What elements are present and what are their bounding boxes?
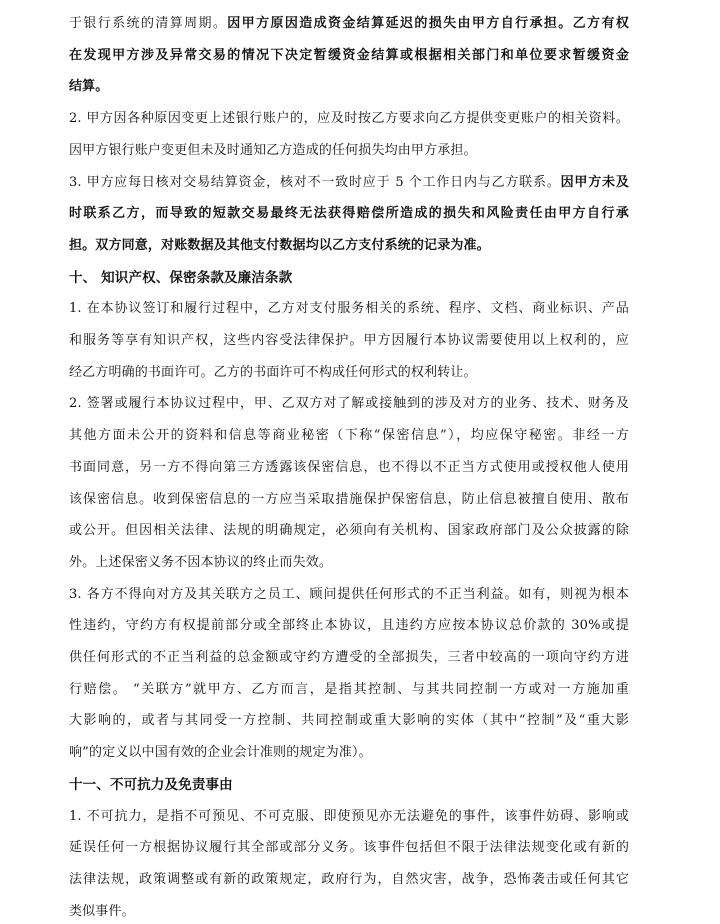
text-line (69, 107, 629, 131)
text-line (69, 12, 629, 36)
text-segment: 因甲方银行账户变更但未及时通知乙方造成的任何损失均由甲方承担。 (69, 142, 477, 158)
text-segment: 1. 在本协议签订和履行过程中，乙方对支付服务相关的系统、程序、文档、商业标识、产品 (69, 301, 629, 317)
text-segment: 1. 不可抗力，是指不可预见、不可克服、即使预见亦无法避免的事件，该事件妨碍、影响或 (69, 808, 629, 824)
bold-text-segment: 担。双方同意，对账数据及其他支付数据均以乙方支付系统的记录为准。 (69, 237, 490, 253)
section-heading (69, 773, 629, 797)
text-line (69, 614, 629, 638)
text-segment: 2. 签署或履行本协议过程中，甲、乙双方对了解或接触到的涉及对方的业务、技术、财务及 (69, 396, 629, 412)
text-line (69, 646, 629, 670)
text-line (69, 329, 629, 353)
text-line (69, 75, 629, 99)
text-line (69, 488, 629, 512)
text-line (69, 836, 629, 860)
text-segment: 外。上述保密义务不因本协议的终止而失效。 (69, 554, 333, 570)
bold-text-segment: 时联系乙方，而导致的短款交易最终无法获得赔偿所造成的损失和风险责任由甲方自行承 (69, 206, 629, 222)
text-line (69, 551, 629, 575)
text-segment: 行赔偿。 “关联方”就甲方、乙方而言，是指其控制、与其共同控制一方或对一方施加重 (69, 681, 629, 697)
text-segment: 十、 知识产权、保密条款及廉洁条款 (69, 269, 293, 286)
text-line (69, 171, 629, 195)
text-line (69, 361, 629, 385)
text-line (69, 456, 629, 480)
text-segment: 其他方面未公开的资料和信息等商业秘密（下称“保密信息”），均应保守秘密。非经一方 (69, 428, 629, 444)
text-segment: 2. 甲方因各种原因变更上述银行账户的，应及时按乙方要求向乙方提供变更账户的相关资料。 (69, 111, 629, 127)
text-segment: 3. 甲方应每日核对交易结算资金，核对不一致时应于 5 个工作日内与乙方联系。 (69, 174, 561, 190)
text-line (69, 139, 629, 163)
bold-text-segment: 在发现甲方涉及异常交易的情况下决定暂缓资金结算或根据相关部门和单位要求暂缓资金 (69, 47, 629, 63)
text-segment: 延误任何一方根据协议履行其全部或部分义务。该事件包括但不限于法律法规变化或有新的 (69, 840, 629, 856)
text-segment: 经乙方明确的书面许可。乙方的书面许可不构成任何形式的权利转让。 (69, 364, 477, 380)
text-line (69, 234, 629, 258)
text-segment: 响”的定义以中国有效的企业会计准则的规定为准）。 (69, 745, 372, 761)
text-segment: 该保密信息。收到保密信息的一方应当采取措施保护保密信息，防止信息被擅自使用、散布 (69, 491, 629, 507)
bold-text-segment: 因甲方原因造成资金结算延迟的损失由甲方自行承担。乙方有权 (227, 16, 629, 31)
text-line (69, 678, 629, 702)
text-segment: 十一、不可抗力及免责事由 (69, 776, 233, 793)
text-line (69, 868, 629, 892)
text-segment: 或公开。但因相关法律、法规的明确规定，必须向有关机构、国家政府部门及公众披露的除 (69, 523, 629, 539)
text-segment: 3. 各方不得向对方及其关联方之员工、顾问提供任何形式的不正当利益。如有，则视为根本 (69, 586, 629, 602)
text-line (69, 297, 629, 321)
text-line (69, 709, 629, 733)
text-segment: 大影响的，或者与其同受一方控制、共同控制或重大影响的实体（其中“控制”及“重大影 (69, 713, 629, 729)
text-segment: 于银行系统的清算周期。 (69, 16, 228, 31)
section-heading (69, 266, 629, 290)
text-line (69, 44, 629, 68)
text-line (69, 202, 629, 226)
text-line (69, 805, 629, 829)
text-line (69, 424, 629, 448)
text-segment: 类似事件。 (69, 903, 135, 919)
text-segment: 书面同意，另一方不得向第三方透露该保密信息，也不得以不正当方式使用或授权他人使用 (69, 459, 629, 475)
text-line (69, 583, 629, 607)
text-line (69, 741, 629, 765)
text-segment: 性违约，守约方有权提前部分或全部终止本协议，且违约方应按本协议总价款的 30%或提 (69, 618, 629, 634)
text-line (69, 519, 629, 543)
text-line (69, 392, 629, 416)
text-segment: 供任何形式的不正当利益的总金额或守约方遭受的全部损失，三者中较高的一项向守约方进 (69, 650, 629, 665)
text-segment: 和服务等享有知识产权，这些内容受法律保护。甲方因履行本协议需要使用以上权利的，应 (69, 333, 629, 348)
text-line (69, 900, 629, 924)
bold-text-segment: 因甲方未及 (560, 174, 629, 190)
text-segment: 法律法规，政策调整或有新的政策规定，政府行为，自然灾害，战争，恐怖袭击或任何其它 (69, 871, 629, 887)
bold-text-segment: 结算。 (69, 79, 109, 95)
